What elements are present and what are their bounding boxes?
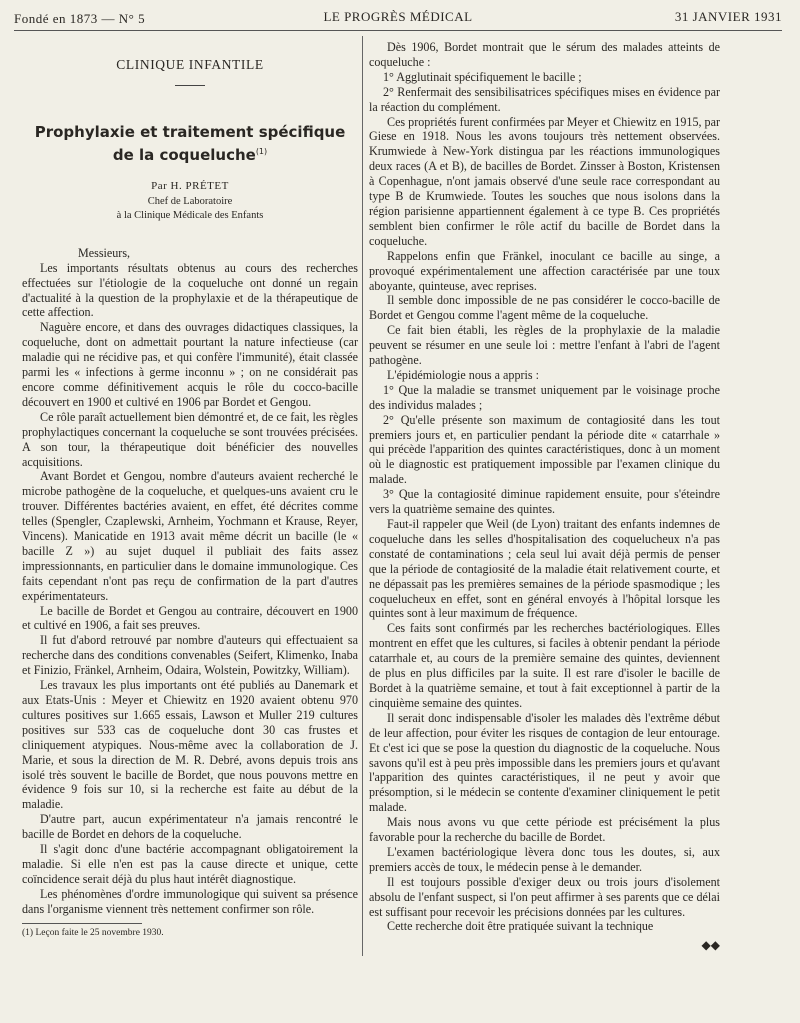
paragraph: Il semble donc impossible de ne pas considérer le cocco-bacille de Bordet et Gengou comme l'agent même de la coqueluche. (369, 293, 720, 323)
paragraph: Il est toujours possible d'exiger deux ou trois jours d'isolement absolu de l'enfant suspect, si l'on peut affirmer à ses parents que ce délai est suffisant pour recevoir les précisions données par les cultures. (369, 874, 720, 919)
left-column (22, 40, 358, 941)
author: Par H. PRÉTET (151, 179, 229, 192)
paragraph: Cette recherche doit être pratiquée suivant la technique (387, 919, 654, 934)
section-title: CLINIQUE INFANTILE (116, 57, 264, 72)
paragraph: Il fut d'abord retrouvé par nombre d'auteurs qui effectuaient sa recherche dans des conditions convenables (Seifert, Klimenko, Inaba et Finizio, Fränkel, Arnheim, Odaira, Wolstein, Powitzky, William). (22, 633, 358, 678)
paragraph: Les phénomènes d'ordre immunologique qui suivent sa présence dans l'organisme viennent très nettement confirmer son rôle. (22, 886, 358, 916)
column-divider (362, 36, 363, 956)
paragraph: Mais nous avons vu que cette période est précisément la plus favorable pour la recherche du bacille de Bordet. (369, 815, 720, 845)
paragraph: Naguère encore, et dans des ouvrages didactiques classiques, la coqueluche, dont on admettait pourtant la nature infectieuse (car maladie qui ne récidive pas, et qui confère l'immunité), était classée parmi les « infections à germe inconnu » ; on ne considérait pas encore comme définitivement acquis le rôle du cocco-bacille découvert en 1900 et cultivé en 1906 par Bordet et Gengou. (22, 320, 358, 409)
paragraph: Ce rôle paraît actuellement bien démontré et, de ce fait, les règles prophylactiques concernant la coqueluche se sont trouvées précisées. A son tour, la thérapeutique doit bénéficier des nouvelles acquisitions. (22, 409, 358, 469)
section-rule (175, 85, 205, 86)
journal-name: LE PROGRÈS MÉDICAL (323, 9, 473, 24)
right-column (369, 40, 720, 934)
paragraph: Dès 1906, Bordet montrait que le sérum des malades atteints de coqueluche : (369, 40, 720, 69)
list-item: 2° Qu'elle présente son maximum de contagiosité dans les tout premiers jours et, en particulier pendant la période dite « catarrhale » qui précède l'apparition des quintes caractéristiques, donc à un moment où le diagnostic est pratiquement impossible par l'examen clinique du malade. (369, 412, 720, 487)
paragraph: Le bacille de Bordet et Gengou au contraire, découvert en 1900 et cultivé en 1906, a fait ses preuves. (22, 603, 358, 633)
page-header (14, 9, 782, 29)
salutation: Messieurs, (78, 245, 131, 260)
article-title (22, 122, 358, 165)
paragraph: Les importants résultats obtenus au cours des recherches effectuées sur l'étiologie de la coqueluche ont donné un regain d'actualité à la question de la prophylaxie et de la thérapeutique de cette affection. (22, 260, 358, 320)
footnote-rule (22, 923, 142, 924)
list-item: 1° Agglutinait spécifiquement le bacille ; (383, 69, 582, 84)
title-line-2: de la coqueluche$^{(1)}$ (112, 145, 268, 164)
footnote: (1) Leçon faite le 25 novembre 1930. (22, 927, 164, 938)
author-affiliation-1: Chef de Laboratoire (147, 195, 233, 207)
header-rule (14, 30, 782, 31)
paragraph: Ces propriétés furent confirmées par Meyer et Chiewitz en 1915, par Giese en 1918. Nous les avons toujours très nettement observées. Krumwiede à New-York distingua par les réactions immunologiques deux races (A et B), de bacilles de Bordet. Zinsser à Boston, Kristensen à Copenhague, n'ont jamais observé d'une seule race correspondant au type B de Krumwiede. Toutes les souches que nous isolons dans la région parisienne appartiennent également à ce type B. Ces propriétés semblent bien confirmer le rôle actif du bacille de Bordet dans la coqueluche. (369, 114, 720, 248)
title-line-1: Prophylaxie et traitement spécifique (34, 122, 346, 141)
list-item: 1° Que la maladie se transmet uniquement par le voisinage proche des individus malades ; (369, 382, 720, 412)
paragraph: Il s'agit donc d'une bactérie accompagnant obligatoirement la maladie. Si elle n'en est pas la cause directe et unique, cette coïncidence serait déjà du plus haut intérêt diagnostique. (22, 842, 358, 886)
list-item: 3° Que la contagiosité diminue rapidement ensuite, pour s'éteindre vers la quatrième semaine des quintes. (369, 487, 720, 517)
paragraph: L'examen bactériologique lèvera donc tous les doutes, si, aux premiers accès de toux, le médecin pense à le demander. (369, 844, 720, 874)
founded-issue: Fondé en 1873 — N° 5 (14, 11, 146, 26)
paragraph: Ce fait bien établi, les règles de la prophylaxie de la maladie peuvent se résumer en une seule loi : mettre l'enfant à l'abri de l'agent pathogène. (369, 323, 720, 368)
paragraph: Rappelons enfin que Fränkel, inoculant ce bacille au singe, a provoqué expérimentalement une affection caractérisée par une toux aboyante, quinteuse, avec reprises. (369, 248, 720, 293)
title-footnote-mark: (1) (255, 146, 268, 156)
issue-date: 31 JANVIER 1931 (674, 9, 782, 24)
end-ornament: ◆◆ (701, 938, 720, 952)
paragraph: Faut-il rappeler que Weil (de Lyon) traitant des enfants indemnes de coqueluche dans les selles d'hospitalisation des coquelucheux n'a pas constaté de contaminations ; cela seul lui avait déjà permis de penser que la période de contagiosité de la maladie était relativement courte, et ne dépassait pas les premières semaines de la période spasmodique ; les coquelucheux en effet, sont en général envoyés à l'hôpital lorsque les quintes sont à leur maximum de fréquence. (369, 517, 720, 621)
paragraph: Il serait donc indispensable d'isoler les malades dès l'extrême début de leur affection, pour éviter les risques de contagion de leur entourage. Et c'est ici que se pose la question du diagnostic de la coqueluche. Nous savons qu'il est à peu près impossible dans les premiers jours et qu'avant l'apparition des quintes caractéristiques, il ne peut y avoir que présomption, si le médecin se contente d'examiner cliniquement le petit malade. (369, 710, 720, 815)
list-item: 2° Renfermait des sensibilisatrices spécifiques mises en évidence par la réaction du complément. (369, 84, 720, 114)
author-affiliation-2: à la Clinique Médicale des Enfants (116, 209, 264, 221)
paragraph: D'autre part, aucun expérimentateur n'a jamais rencontré le bacille de Bordet en dehors de la coqueluche. (22, 812, 358, 842)
paragraph: Avant Bordet et Gengou, nombre d'auteurs avaient recherché le microbe pathogène de la coqueluche, et quelques-uns avaient cru le trouver. Différentes bactéries avaient, en effet, été décrites comme telles (Spengler, Czaplewski, Arnheim, Yochmann et Krause, Reyer, Vincens). Manicatide en 1913 avait même décrit un bacille (le « bacille Z ») au sujet duquel il publiait des faits assez impressionnants, en particulier dans le domaine immunologique. Ces faits cependant n'ont pas reçu de confirmation de la part d'autres expérimentateurs. (22, 469, 358, 603)
paragraph: Les travaux les plus importants ont été publiés au Danemark et aux Etats-Unis : Meyer et Chiewitz en 1920 avaient obtenu 970 cultures positives sur 1.665 essais, Lawson et Muller 219 cultures positives sur 533 cas de coqueluche dont 30 cas frustes et cliniquement atypiques. Nous-même avec la collaboration de J. Marie, et sous la direction de M. R. Debré, avons depuis trois ans isolé très souvent le bacille de Bordet, que nous pouvons mettre en évidence 9 fois sur 10, si la recherche est faite au début de la maladie. (22, 678, 358, 812)
paragraph: Ces faits sont confirmés par les recherches bactériologiques. Elles montrent en effet que les cultures, si faciles à obtenir pendant la période catarrhale et, au cours de la première semaine des quintes, deviennent de plus en plus difficiles par la suite. Il est rare d'isoler le bacille de Bordet à la quatrième semaine, et tout à fait exceptionnel à partir de la cinquième semaine des quintes. (369, 621, 720, 710)
paragraph: L'épidémiologie nous a appris : (387, 367, 539, 382)
